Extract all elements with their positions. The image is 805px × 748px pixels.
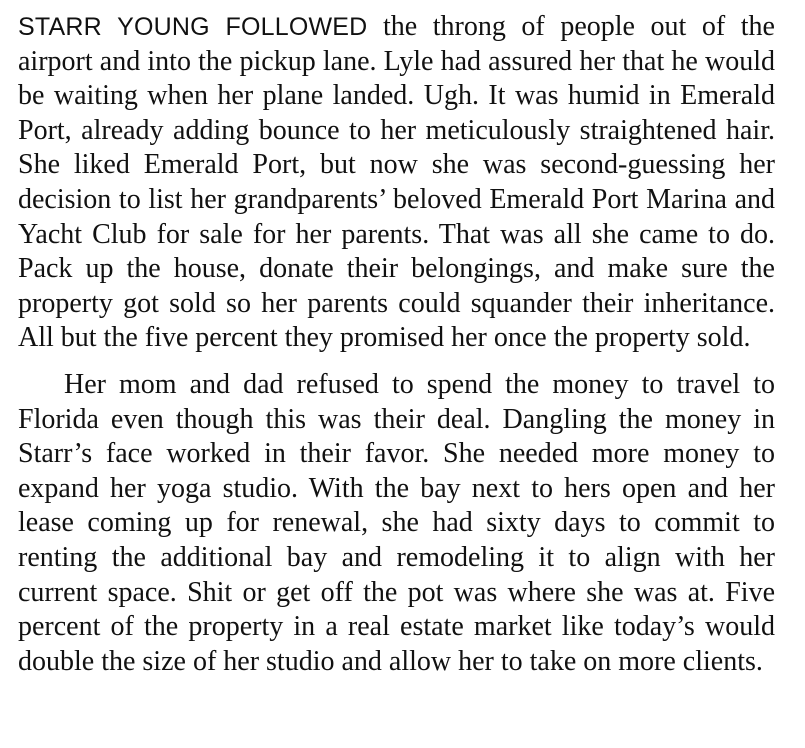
paragraph-2-text: Her mom and dad refused to spend the money to travel to Florida even though this was their deal. Dangling the money in Starr’s face worked in their favor. She needed more money to expand her yoga studio. With the bay next to hers open and her lease coming up for renewal, she had sixty days to commit to renting the additional bay and remodeling it to align with her current space. Shit or get off the pot was where she was at. Five percent of the property in a real estate market like today’s would double the size of her studio and allow her to take on more clients. (18, 368, 775, 677)
paragraph-2 (18, 368, 775, 679)
paragraph-1-text: the throng of people out of the airport and into the pickup lane. Lyle had assured her that he would be waiting when her plane landed. Ugh. It was humid in Emerald Port, already adding bounce to her meticulously straightened hair. She liked Emerald Port, but now she was second-guessing her decision to list her grandparents’ beloved Emerald Port Marina and Yacht Club for sale for her parents. That was all she came to do. Pack up the house, donate their belongings, and make sure the property got sold so her parents could squander their inheritance. All but the five percent they promised her once the property sold. (18, 11, 775, 354)
chapter-lead-in: STARR YOUNG FOLLOWED (18, 13, 368, 41)
paragraph-1 (18, 10, 775, 356)
